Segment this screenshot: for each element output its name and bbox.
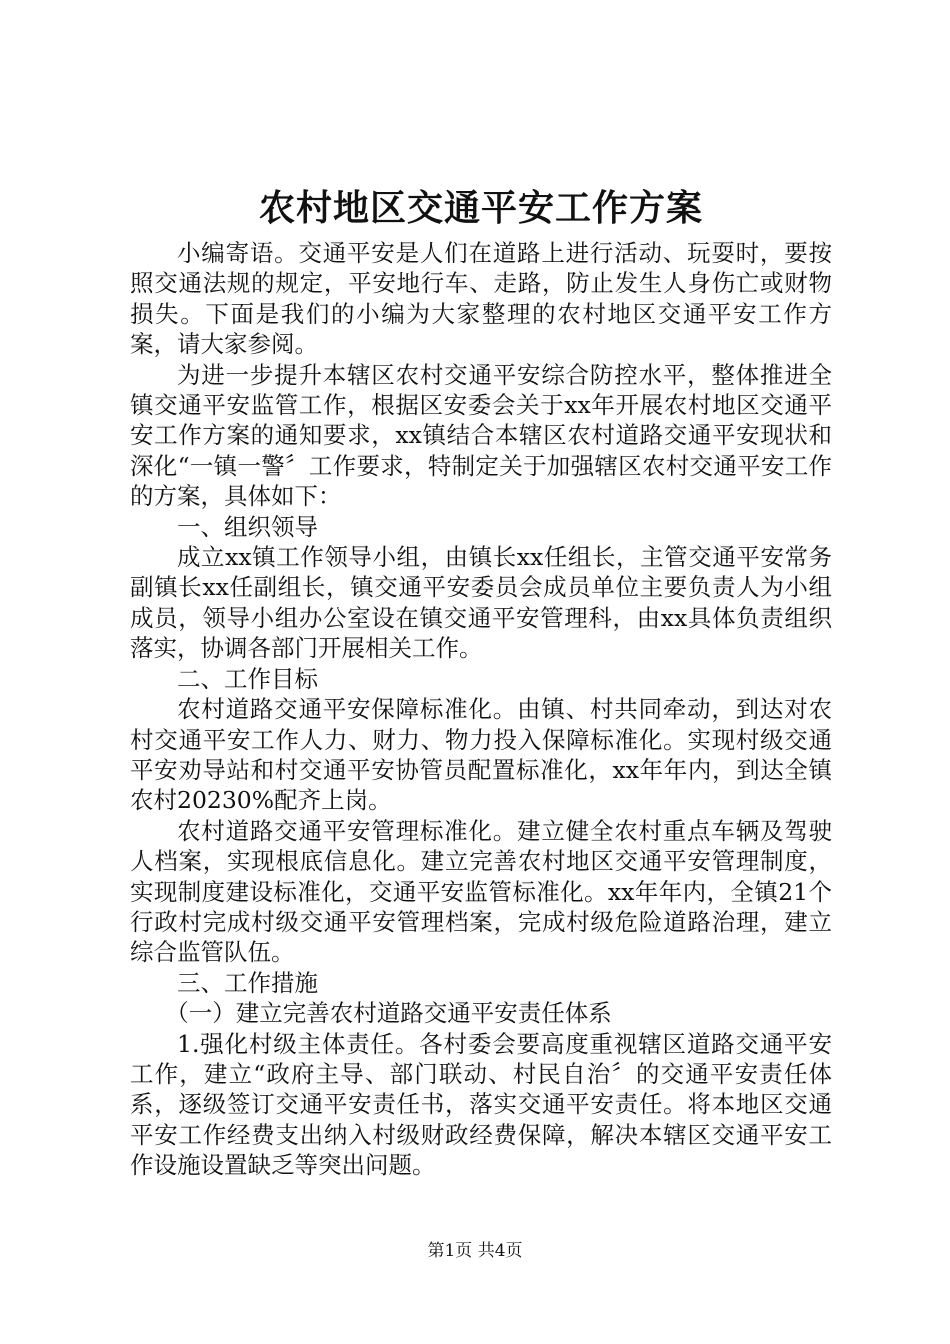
section-heading-organization: 一、组织领导 xyxy=(177,512,318,541)
section-heading-measures: 三、工作措施 xyxy=(177,968,318,997)
document-page xyxy=(130,180,832,1181)
section-organization-body: 成立xx镇工作领导小组，由镇长xx任组长，主管交通平安常务副镇长xx任副组长，镇交通平安委员会成员单位主要负责人为小组成员，领导小组办公室设在镇交通平安管理科，由xx具体负责组织落实，协调各部门开展相关工作。 xyxy=(130,543,832,663)
intro-paragraph: 小编寄语。交通平安是人们在道路上进行活动、玩耍时，要按照交通法规的规定，平安地行车、走路，防止发生人身伤亡或财物损失。下面是我们的小编为大家整理的农村地区交通平安工作方案，请大家参阅。 xyxy=(130,239,832,359)
subsection-heading-responsibility: （一）建立完善农村道路交通平安责任体系 xyxy=(165,999,612,1028)
section-goals-paragraph-2: 农村道路交通平安管理标准化。建立健全农村重点车辆及驾驶人档案，实现根底信息化。建立完善农村地区交通平安管理制度，实现制度建设标准化，交通平安监管标准化。xx年年内，全镇21个行政村完成村级交通平安管理档案，完成村级危险道路治理，建立综合监管队伍。 xyxy=(130,816,832,967)
document-title: 农村地区交通平安工作方案 xyxy=(258,187,703,229)
page-footer: 第1页 共4页 xyxy=(427,1241,523,1261)
section-goals-paragraph-1: 农村道路交通平安保障标准化。由镇、村共同牵动，到达对农村交通平安工作人力、财力、物力投入保障标准化。实现村级交通平安劝导站和村交通平安协管员配置标准化，xx年年内，到达全镇农村20230%配齐上岗。 xyxy=(130,695,832,815)
section-heading-goals: 二、工作目标 xyxy=(177,664,318,693)
preamble-paragraph: 为进一步提升本辖区农村交通平安综合防控水平，整体推进全镇交通平安监管工作，根据区安委会关于xx年开展农村地区交通平安工作方案的通知要求，xx镇结合本辖区农村道路交通平安现状和深化“一镇一警〞工作要求，特制定关于加强辖区农村交通平安工作的方案，具体如下： xyxy=(130,360,832,511)
measure-item-1: 1.强化村级主体责任。各村委会要高度重视辖区道路交通平安工作，建立“政府主导、部门联动、村民自治〞的交通平安责任体系，逐级签订交通平安责任书，落实交通平安责任。将本地区交通平安工作经费支出纳入村级财政经费保障，解决本辖区交通平安工作设施设置缺乏等突出问题。 xyxy=(130,1029,832,1180)
